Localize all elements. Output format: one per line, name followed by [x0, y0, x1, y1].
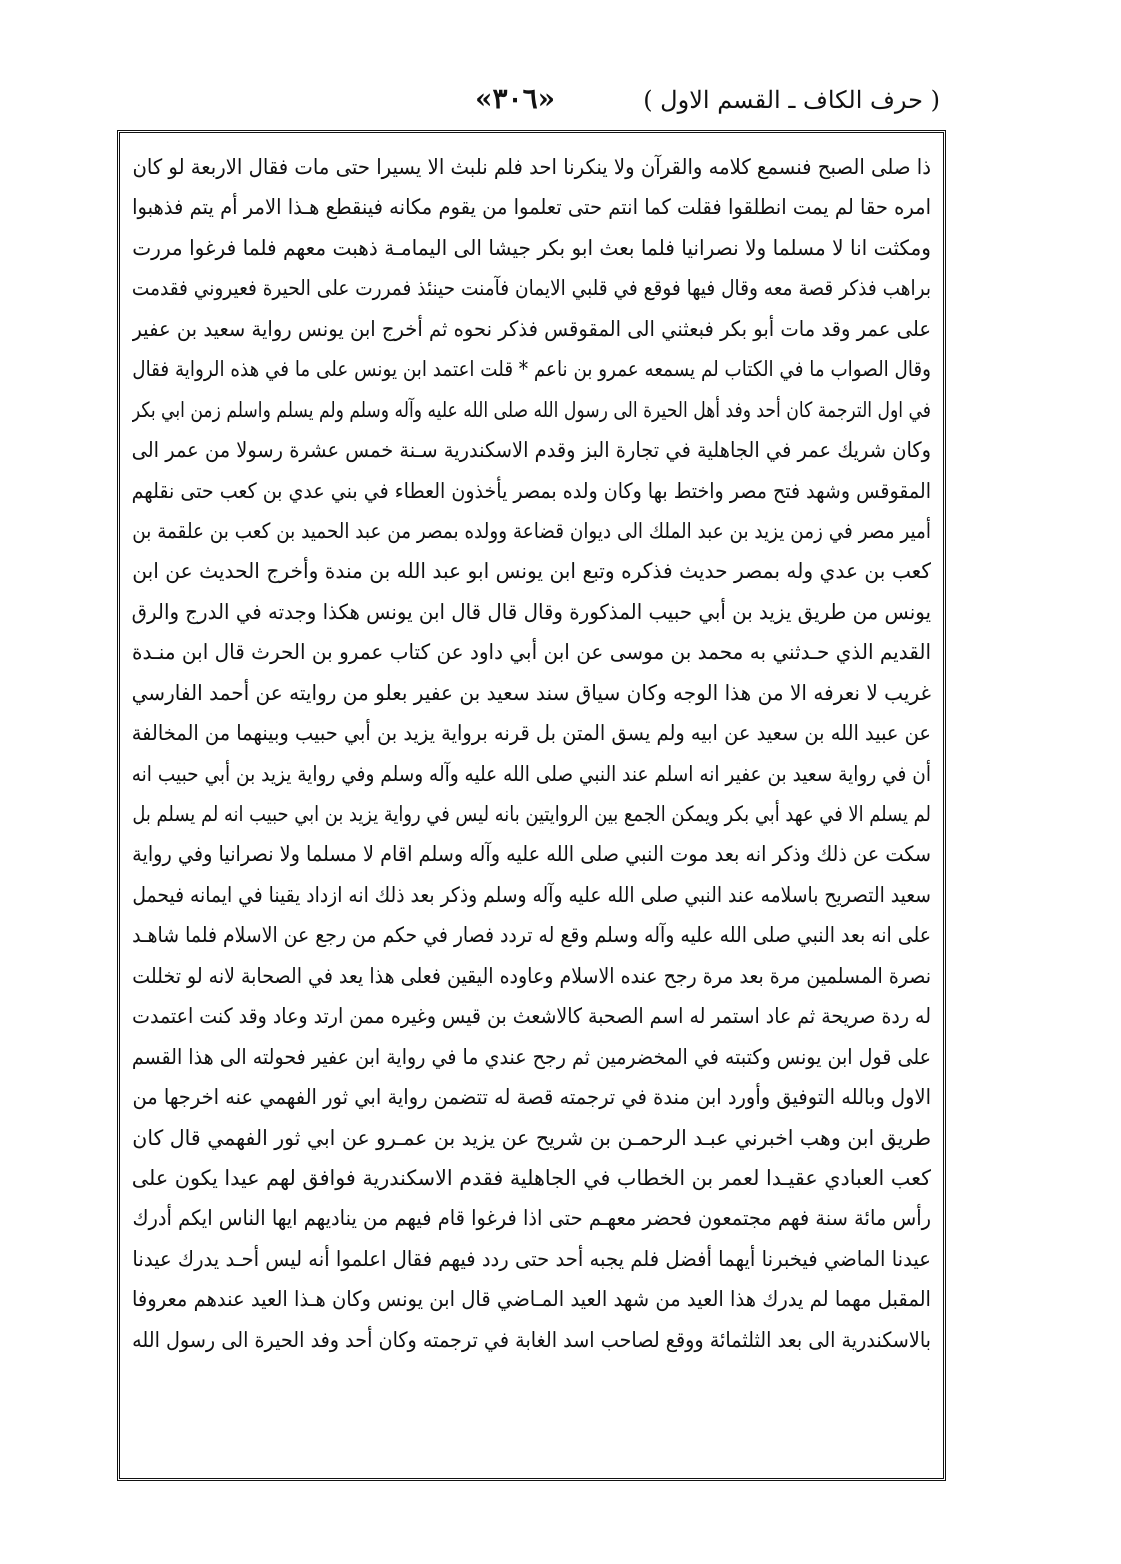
text-line: كعب بن عدي وله بمصر حديث فذكره وتبع ابن يونس ابو عبد الله بن مندة وأخرج الحديث عن ابن: [132, 559, 931, 584]
text-line: نصرة المسلمين مرة بعد مرة رجح عنده الاسلام وعاوده اليقين فعلى هذا يعد في الصحابة لانه لو تخللت: [132, 963, 931, 988]
running-title: ( حرف الكاف ـ القسم الاول ): [643, 86, 940, 114]
text-line: يونس من طريق يزيد بن أبي حبيب المذكورة وقال قال قال ابن يونس هكذا وجدته في الدرج والرق: [132, 599, 931, 624]
text-line: سكت عن ذلك وذكر انه بعد موت النبي صلى الله عليه وآله وسلم اقام لا مسلما ولا نصرانيا وفي رواية: [132, 842, 931, 867]
text-line: المقبل مهما لم يدرك هذا العيد من شهد العيد المـاضي قال ابن يونس وكان هـذا العيد عندهم معروفا: [131, 1287, 931, 1312]
text-line: سعيد التصريح باسلامه عند النبي صلى الله عليه وآله وسلم وذكر بعد ذلك انه ازداد يقينا في ايمانه فيحمل: [132, 882, 931, 907]
text-line: المقوقس وشهد فتح مصر واختط بها وكان ولده بمصر يأخذون العطاء في بني عدي بن كعب حتى نقلهم: [131, 478, 931, 503]
body-text: [132, 147, 931, 1360]
text-line: على انه بعد النبي صلى الله عليه وآله وسلم وقع له تردد فصار في حكم من رجع عن الاسلام فلما شاهـد: [132, 923, 931, 948]
text-line: وقال الصواب ما في الكتاب لم يسمعه عمرو بن ناعم * قلت اعتمد ابن يونس على ما في هذه الرواية فقال: [132, 357, 931, 382]
text-line: على عمر وقد مات أبو بكر فبعثني الى المقوقس فذكر نحوه ثم أخرج ابن يونس رواية سعيد بن عفير: [132, 316, 931, 341]
text-line: عن عبيد الله بن سعيد عن ابيه ولم يسق المتن بل قرنه برواية يزيد بن أبي حبيب وبينهما من المخالفة: [131, 721, 931, 746]
text-line: القديم الذي حـدثني به محمد بن موسى عن ابن أبي داود عن كتاب عمرو بن الحرث قال ابن منـدة: [132, 640, 931, 665]
text-line: براهب فذكر قصة معه وقال فيها فوقع في قلبي الايمان فآمنت حينئذ فمررت على الحيرة فعيروني فقدمت: [132, 276, 931, 301]
text-line: على قول ابن يونس وكتبته في المخضرمين ثم رجح عندي ما في رواية ابن عفير فحولته الى هذا القسم: [132, 1044, 931, 1069]
text-line: الاول وبالله التوفيق وأورد ابن مندة في ترجمته قصة له تتضمن رواية ابي ثور الفهمي عنه اخرجها من: [132, 1085, 931, 1110]
text-line: كعب العبادي عقيـدا لعمر بن الخطاب في الجاهلية فقدم الاسكندرية فوافق لهم عيدا يكون على: [132, 1165, 931, 1190]
text-line: غريب لا نعرفه الا من هذا الوجه وكان سياق سند سعيد بن عفير بعلو من روايته عن أحمد الفارسي: [131, 680, 931, 705]
text-line: طريق ابن وهب اخبرني عبـد الرحمـن بن شريح عن يزيد بن عمـرو عن ابي ثور الفهمي قال كان: [132, 1125, 931, 1150]
text-line: أمير مصر في زمن يزيد بن عبد الملك الى ديوان قضاعة وولده بمصر من عبد الحميد بن كعب بن علقمة بن: [132, 518, 931, 543]
text-line: له ردة صريحة ثم عاد استمر له اسم الصحبة كالاشعث بن قيس وغيره ممن ارتد وعاد وقد كنت اعتمدت: [132, 1004, 931, 1029]
text-line: وكان شريك عمر في الجاهلية في تجارة البز وقدم الاسكندرية سـنة خمس عشرة رسولا من عمر الى: [131, 438, 931, 463]
text-line: بالاسكندرية الى بعد الثلثمائة ووقع لصاحب اسد الغابة في ترجمته وكان أحد وفد الحيرة الى رسول الله: [132, 1327, 931, 1352]
text-line: رأس مائة سنة فهم مجتمعون فحضر معهـم حتى اذا فرغوا قام فيهم من يناديهم ايها الناس ايكم أدرك: [132, 1206, 931, 1231]
text-line: ذا صلى الصبح فنسمع كلامه والقرآن ولا ينكرنا احد فلم نلبث الا يسيرا حتى مات فقال الاربعة لو كان: [132, 155, 931, 179]
text-line: في اول الترجمة كان أحد وفد أهل الحيرة الى رسول الله صلى الله عليه وآله وسلم ولم يسلم واسلم زمن ابي بكر: [131, 397, 931, 422]
text-line: ومكثت انا لا مسلما ولا نصرانيا فلما بعث ابو بكر جيشا الى اليمامـة ذهبت معهم فلما فرغوا مررت: [132, 235, 931, 260]
text-line: لم يسلم الا في عهد أبي بكر ويمكن الجمع بين الروايتين بانه ليس في رواية يزيد بن ابي حبيب انه لم يسلم بل: [132, 802, 931, 826]
page-header: [120, 80, 940, 130]
text-frame: [117, 130, 946, 1481]
text-line: عيدنا الماضي فيخبرنا أيهما أفضل فلم يجبه أحد حتى ردد فيهم فقال اعلموا أنه ليس أحـد يدرك عيدنا: [132, 1246, 931, 1271]
page-number: «٣٠٦»: [475, 82, 556, 115]
text-line: أن في رواية سعيد بن عفير انه اسلم عند النبي صلى الله عليه وآله وسلم وفي رواية يزيد بن أبي حبيب انه: [132, 761, 931, 786]
text-line: امره حقا لم يمت انطلقوا فقلت كما انتم حتى تعلموا من يقوم مكانه فينقطع هـذا الامر أم يتم فذهبوا: [132, 195, 931, 220]
